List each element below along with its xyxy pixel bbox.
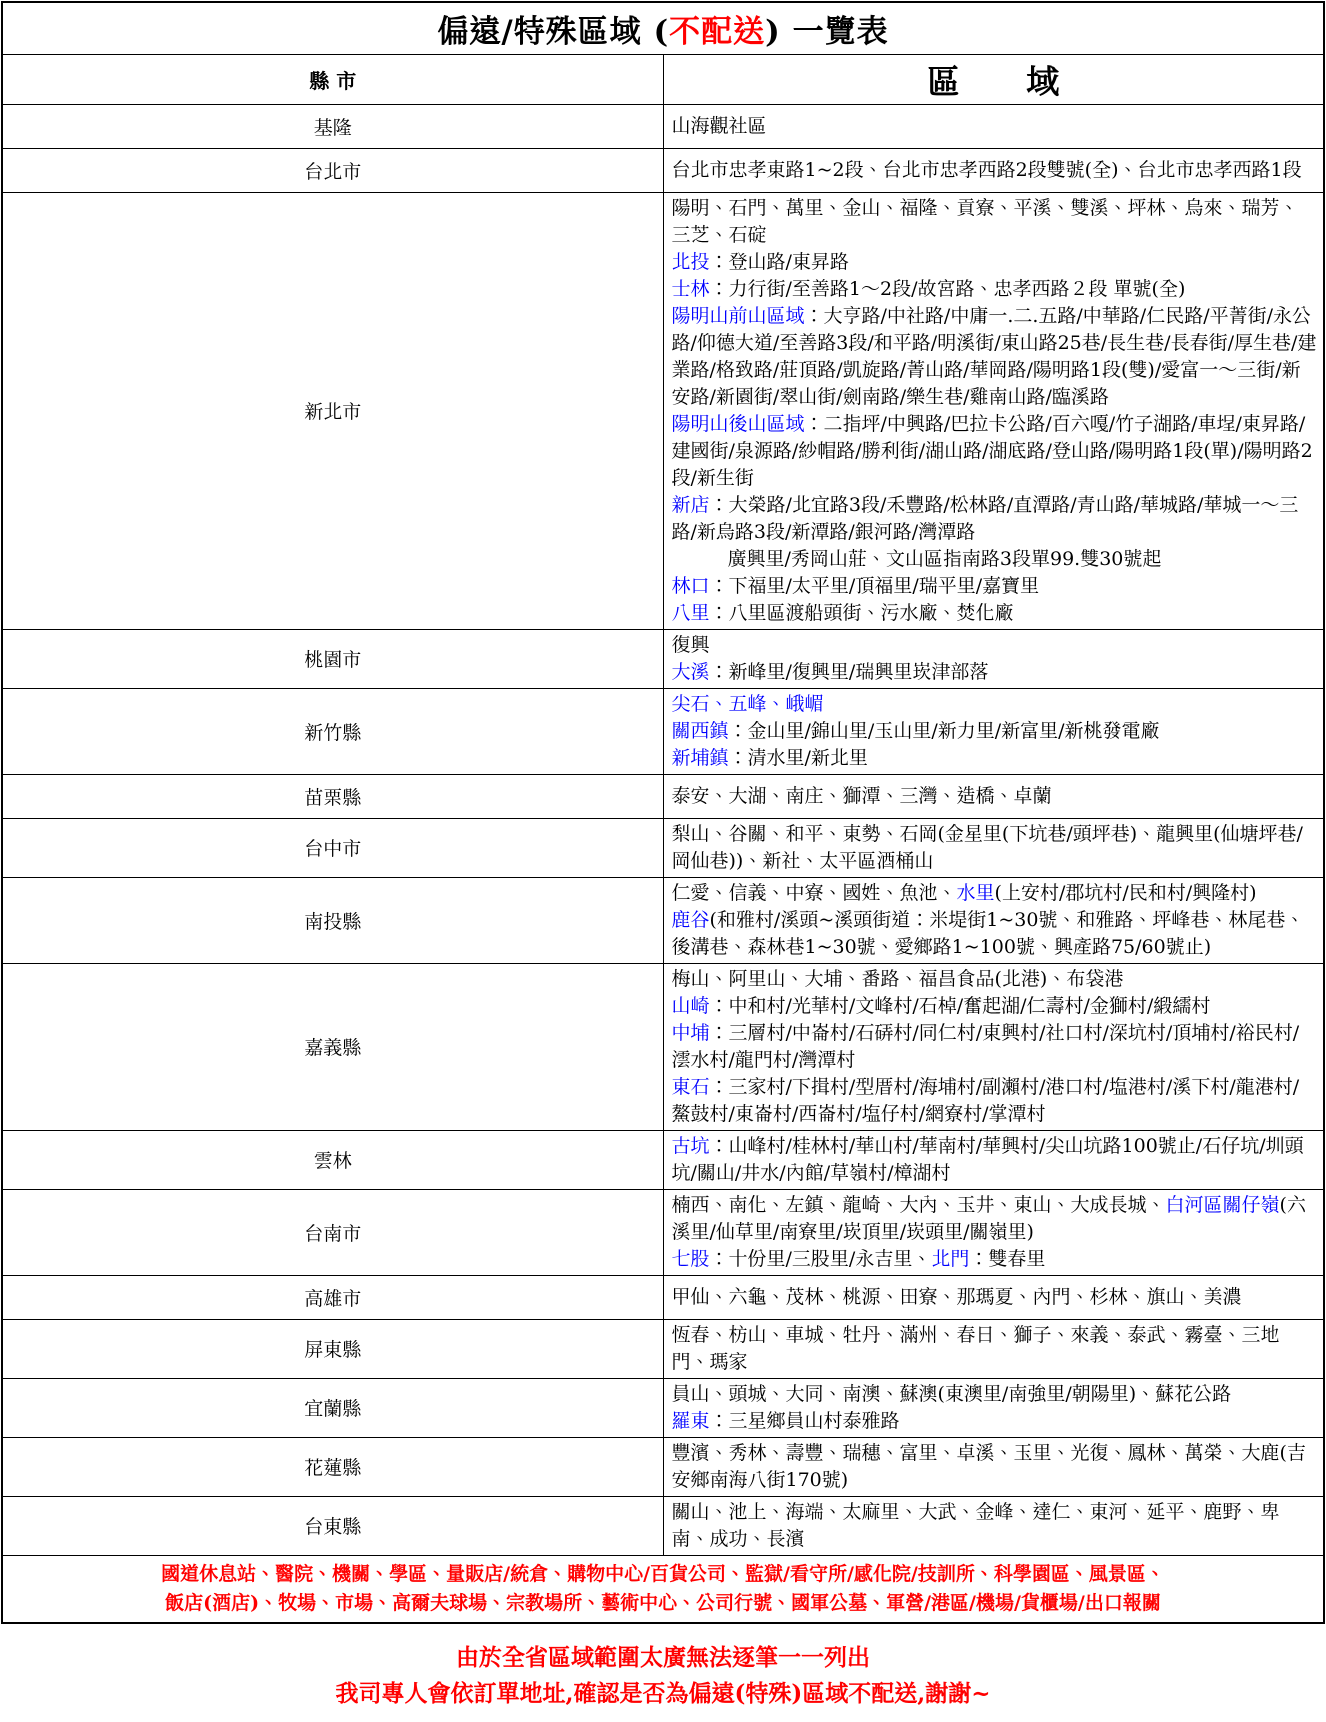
- region-line: [672, 632, 1318, 659]
- region-text: ：三星鄉員山村泰雅路: [709, 1409, 900, 1432]
- district-label: 北投: [671, 250, 710, 273]
- district-label: 陽明山前山區域: [671, 304, 805, 327]
- district-label: 士林: [671, 277, 710, 300]
- footer-line: 飯店(酒店)、牧場、市場、高爾夫球場、宗教場所、藝術中心、公司行號、國軍公墓、軍營/港區/機場/貨櫃場/出口報關: [165, 1591, 1161, 1614]
- region-line: [672, 1440, 1318, 1494]
- region-cell: [663, 774, 1324, 818]
- region-cell: [663, 629, 1324, 688]
- table-row: [2, 688, 1324, 774]
- region-text: ：登山路/東昇路: [709, 250, 849, 273]
- table-row: [2, 192, 1324, 629]
- region-text: ：三家村/下揖村/型厝村/海埔村/副瀨村/港口村/塩港村/溪下村/龍港村/鰲鼓村/東崙村/西崙村/塩仔村/網寮村/掌潭村: [671, 1075, 1300, 1125]
- region-line: [672, 821, 1318, 875]
- region-line: [672, 745, 1318, 772]
- region-line: [672, 573, 1318, 600]
- region-text: ：金山里/錦山里/玉山里/新力里/新富里/新桃發電廠: [728, 719, 1160, 742]
- district-label: 羅東: [671, 1409, 710, 1432]
- region-line: [672, 411, 1318, 492]
- region-text: 恆春、枋山、車城、牡丹、滿州、春日、獅子、來義、泰武、霧臺、三地門、瑪家: [671, 1323, 1280, 1373]
- footer-cell: [2, 1555, 1324, 1623]
- region-line: [672, 195, 1318, 249]
- table-row: [2, 818, 1324, 877]
- county-cell: 台中市: [2, 818, 663, 877]
- county-cell: 桃園市: [2, 629, 663, 688]
- region-line: [672, 880, 1318, 907]
- region-text: ：新峰里/復興里/瑞興里崁津部落: [709, 660, 989, 683]
- region-cell: [663, 963, 1324, 1130]
- region-line: [672, 1020, 1318, 1074]
- header-row: [2, 54, 1324, 104]
- district-label: 鹿谷: [671, 908, 710, 931]
- column-header-county: 縣 市: [2, 54, 663, 104]
- county-cell: 高雄市: [2, 1275, 663, 1319]
- district-label: 白河區關仔嶺: [1165, 1193, 1280, 1216]
- region-text: 山海觀社區: [671, 114, 767, 137]
- region-line: [672, 993, 1318, 1020]
- title-prefix: 偏遠/特殊區域 (: [437, 13, 670, 50]
- table-row: [2, 1437, 1324, 1496]
- district-label: 尖石、五峰、峨嵋: [671, 692, 824, 715]
- footer-line: 國道休息站、醫院、機關、學區、量販店/統倉、購物中心/百貨公司、監獄/看守所/感化院/技訓所、科學園區、風景區、: [161, 1562, 1165, 1585]
- region-text: (上安村/郡坑村/民和村/興隆村): [994, 881, 1257, 904]
- district-label: 林口: [671, 574, 710, 597]
- table-row: [2, 774, 1324, 818]
- title-row: [2, 2, 1324, 54]
- table-row: [2, 877, 1324, 963]
- region-text: ：八里區渡船頭街、污水廠、焚化廠: [709, 601, 1014, 624]
- district-label: 新店: [671, 493, 710, 516]
- region-text: ：大榮路/北宜路3段/禾豐路/松林路/直潭路/青山路/華城路/華城一～三路/新烏路3段/新潭路/銀河路/灣潭路: [671, 493, 1299, 543]
- region-line: [672, 1074, 1318, 1128]
- county-cell: 新竹縣: [2, 688, 663, 774]
- district-label: 東石: [671, 1075, 710, 1098]
- county-cell: 基隆: [2, 104, 663, 148]
- region-text: (六溪里/仙草里/南寮里/崁頂里/崁頭里/關嶺里): [671, 1193, 1306, 1243]
- region-cell: [663, 1437, 1324, 1496]
- region-text: ：二指坪/中興路/巴拉卡公路/百六嘎/竹子湖路/車埕/東昇路/建國街/泉源路/紗帽路/勝利街/湖山路/湖底路/登山路/陽明路1段(單)/陽明路2段/新生街: [671, 412, 1313, 489]
- region-text: 楠西、南化、左鎮、龍崎、大內、玉井、東山、大成長城、: [671, 1193, 1166, 1216]
- district-label: 陽明山後山區域: [671, 412, 805, 435]
- region-line: [672, 907, 1318, 961]
- county-cell: 苗栗縣: [2, 774, 663, 818]
- region-text: 關山、池上、海端、太麻里、大武、金峰、達仁、東河、延平、鹿野、卑南、成功、長濱: [671, 1500, 1280, 1550]
- district-label: 八里: [671, 601, 710, 624]
- title-suffix: ) 一覽表: [765, 13, 889, 50]
- region-cell: [663, 1319, 1324, 1378]
- column-header-region: 區 域: [663, 54, 1324, 104]
- region-text: 復興: [671, 633, 710, 656]
- county-cell: 嘉義縣: [2, 963, 663, 1130]
- table-row: [2, 1496, 1324, 1555]
- district-label: 北門: [931, 1247, 970, 1270]
- region-line: [672, 966, 1318, 993]
- region-cell: [663, 192, 1324, 629]
- region-text: ：十份里/三股里/永吉里、: [709, 1247, 932, 1270]
- district-label: 山崎: [671, 994, 710, 1017]
- region-line: [672, 718, 1318, 745]
- region-text: 梅山、阿里山、大埔、番路、福昌食品(北港)、布袋港: [671, 967, 1124, 990]
- footer-row: [2, 1555, 1324, 1623]
- county-cell: 新北市: [2, 192, 663, 629]
- region-text: ：下福里/太平里/頂福里/瑞平里/嘉寶里: [709, 574, 1040, 597]
- district-label: 大溪: [671, 660, 710, 683]
- county-cell: 台東縣: [2, 1496, 663, 1555]
- region-cell: [663, 148, 1324, 192]
- county-cell: 南投縣: [2, 877, 663, 963]
- region-line: [672, 1284, 1318, 1311]
- table-row: [2, 963, 1324, 1130]
- district-label: 七股: [671, 1247, 710, 1270]
- bottom-notes: [0, 1640, 1326, 1722]
- page-title: [2, 2, 1324, 54]
- region-line: [672, 113, 1318, 140]
- region-text: ：清水里/新北里: [728, 746, 868, 769]
- table-row: [2, 1378, 1324, 1437]
- region-text: ：山峰村/桂林村/華山村/華南村/華興村/尖山坑路100號止/石仔坑/圳頭坑/關山/井水/內館/草嶺村/樟湖村: [671, 1134, 1304, 1184]
- region-cell: [663, 1496, 1324, 1555]
- region-line: [672, 276, 1318, 303]
- bottom-note-line: 我司專人會依訂單地址,確認是否為偏遠(特殊)區域不配送,謝謝~: [335, 1679, 991, 1707]
- region-text: ：雙春里: [969, 1247, 1046, 1270]
- region-cell: [663, 1378, 1324, 1437]
- region-line: [672, 783, 1318, 810]
- region-text: 梨山、谷關、和平、東勢、石岡(金星里(下坑巷/頭坪巷)、龍興里(仙塘坪巷/岡仙巷))、新社、太平區酒桶山: [671, 822, 1303, 872]
- region-line: [672, 1408, 1318, 1435]
- region-text: (和雅村/溪頭~溪頭街道：米堤街1~30號、和雅路、坪峰巷、林尾巷、後溝巷、森林巷1~30號、愛鄉路1~100號、興產路75/60號止): [671, 908, 1305, 958]
- district-label: 古坑: [671, 1134, 710, 1157]
- table-row: [2, 1275, 1324, 1319]
- county-cell: 台南市: [2, 1189, 663, 1275]
- table-row: [2, 1189, 1324, 1275]
- region-line: [672, 1322, 1318, 1376]
- district-label: 水里: [956, 881, 995, 904]
- region-line: [672, 303, 1318, 411]
- region-cell: [663, 877, 1324, 963]
- region-text: 甲仙、六龜、茂林、桃源、田寮、那瑪夏、內門、杉林、旗山、美濃: [671, 1285, 1242, 1308]
- region-line: [672, 1246, 1318, 1273]
- region-table-body: [2, 2, 1324, 1623]
- table-row: [2, 1319, 1324, 1378]
- region-cell: [663, 104, 1324, 148]
- region-line: [672, 1381, 1318, 1408]
- region-text: ：中和村/光華村/文峰村/石棹/奮起湖/仁壽村/金獅村/緞繻村: [709, 994, 1211, 1017]
- region-cell: [663, 688, 1324, 774]
- region-text: 廣興里/秀岡山莊、文山區指南路3段單99.雙30號起: [727, 547, 1162, 570]
- region-line: [672, 600, 1318, 627]
- region-text: ：三層村/中崙村/石硦村/同仁村/東興村/社口村/深坑村/頂埔村/裕民村/澐水村/龍門村/灣潭村: [671, 1021, 1300, 1071]
- region-text: 員山、頭城、大同、南澳、蘇澳(東澳里/南強里/朝陽里)、蘇花公路: [671, 1382, 1232, 1405]
- county-cell: 宜蘭縣: [2, 1378, 663, 1437]
- region-cell: [663, 818, 1324, 877]
- county-cell: 雲林: [2, 1130, 663, 1189]
- district-label: 新埔鎮: [671, 746, 729, 769]
- table-row: [2, 629, 1324, 688]
- region-text: 豐濱、秀林、壽豐、瑞穗、富里、卓溪、玉里、光復、鳳林、萬榮、大鹿(吉安鄉南海八街170號): [671, 1441, 1306, 1491]
- table-row: [2, 148, 1324, 192]
- region-line: [672, 546, 1318, 573]
- region-text: ：力行街/至善路1～2段/故宮路、忠孝西路２段 單號(全): [709, 277, 1186, 300]
- county-cell: 台北市: [2, 148, 663, 192]
- table-row: [2, 104, 1324, 148]
- region-line: [672, 249, 1318, 276]
- region-line: [672, 1133, 1318, 1187]
- region-text: 泰安、大湖、南庄、獅潭、三灣、造橋、卓蘭: [671, 784, 1052, 807]
- region-text: 陽明、石門、萬里、金山、福隆、貢寮、平溪、雙溪、坪林、烏來、瑞芳、三芝、石碇: [671, 196, 1299, 246]
- region-cell: [663, 1275, 1324, 1319]
- region-line: [672, 1192, 1318, 1246]
- region-text: 仁愛、信義、中寮、國姓、魚池、: [671, 881, 957, 904]
- region-cell: [663, 1130, 1324, 1189]
- region-line: [672, 691, 1318, 718]
- region-text: 台北市忠孝東路1~2段、台北市忠孝西路2段雙號(全)、台北市忠孝西路1段: [671, 158, 1302, 181]
- title-highlight: 不配送: [669, 13, 766, 50]
- district-label: 中埔: [671, 1021, 710, 1044]
- region-text: ：大亨路/中社路/中庸一.二.五路/中華路/仁民路/平菁街/永公路/仰德大道/至善路3段/和平路/明溪街/東山路25巷/長生巷/長春街/厚生巷/建業路/格致路/莊頂路/凱旋路/菁山路/華岡路/陽明路1段(雙)/愛富一～三街/新安路/新園街/翠山街/劍南路/樂生巷/雞南山路/臨溪路: [671, 304, 1317, 408]
- region-line: [672, 157, 1318, 184]
- region-table: [1, 1, 1325, 1624]
- region-line: [672, 492, 1318, 546]
- county-cell: 屏東縣: [2, 1319, 663, 1378]
- region-line: [672, 659, 1318, 686]
- county-cell: 花蓮縣: [2, 1437, 663, 1496]
- table-row: [2, 1130, 1324, 1189]
- district-label: 關西鎮: [671, 719, 729, 742]
- region-cell: [663, 1189, 1324, 1275]
- bottom-note-line: 由於全省區域範圍太廣無法逐筆一一列出: [456, 1643, 870, 1671]
